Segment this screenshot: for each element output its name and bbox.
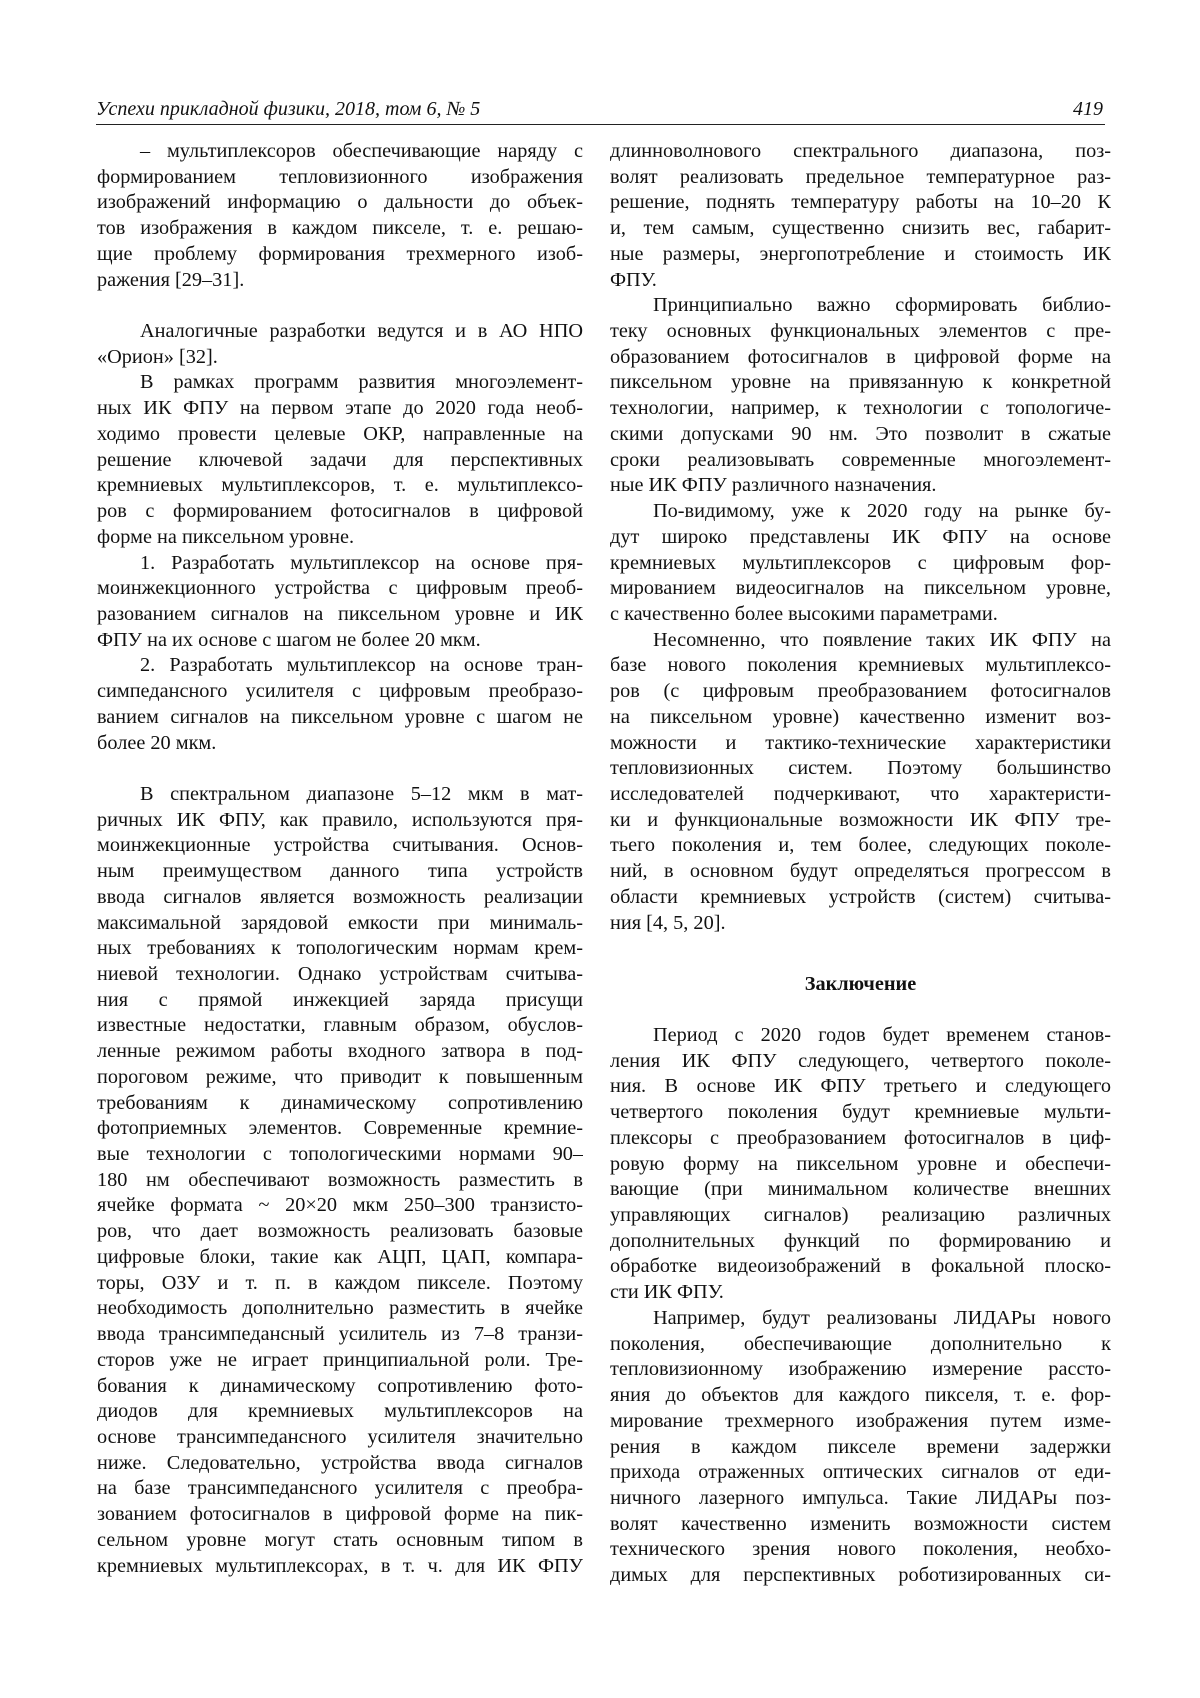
paragraph — [610, 499, 1111, 628]
text-line: моинжекционного устройства с цифровым преоб- — [97, 576, 583, 602]
text-line: ниже. Следовательно, устройства ввода сигналов — [97, 1451, 583, 1477]
text-line: ния с прямой инжекцией заряда присущи — [97, 988, 583, 1014]
text-line: исследователей подчеркивают, что характеристи- — [610, 782, 1111, 808]
text-line: моинжекционные устройства считывания. Основ- — [97, 833, 583, 859]
text-line: Например, будут реализованы ЛИДАРы нового — [610, 1306, 1111, 1332]
text-line: на базе трансимпедансного усилителя с преобра- — [97, 1476, 583, 1502]
text-line: разованием сигналов на пиксельном уровне и ИК — [97, 602, 583, 628]
paragraph — [610, 1023, 1111, 1306]
text-line: ния [4, 5, 20]. — [610, 911, 1111, 937]
text-line: решение ключевой задачи для перспективных — [97, 448, 583, 474]
text-line: мированием видеосигналов на пиксельном уровне, — [610, 576, 1111, 602]
text-line: пороговом режиме, что приводит к повышенным — [97, 1065, 583, 1091]
text-line: технического зрения нового поколения, необхо- — [610, 1537, 1111, 1563]
text-line: кремниевых мультиплексорах, в т. ч. для ИК ФПУ — [97, 1554, 583, 1580]
text-line: 1. Разработать мультиплексор на основе пря- — [97, 551, 583, 577]
text-line: с качественно более высокими параметрами. — [610, 602, 1111, 628]
text-line: ных требованиях к топологическим нормам крем- — [97, 936, 583, 962]
text-line: ленные режимом работы входного затвора в под- — [97, 1039, 583, 1065]
text-line: ражения [29–31]. — [97, 268, 583, 294]
text-line: плексоры с преобразованием фотосигналов в циф- — [610, 1126, 1111, 1152]
text-line: форме на пиксельном уровне. — [97, 525, 583, 551]
text-line: цифровые блоки, такие как АЦП, ЦАП, компара- — [97, 1245, 583, 1271]
text-line: ввода трансимпедансный усилитель из 7–8 транзи- — [97, 1322, 583, 1348]
text-line: сторов уже не играет принципиальной роли. Тре- — [97, 1348, 583, 1374]
text-line: технологии, например, к технологии с топологиче- — [610, 396, 1111, 422]
journal-citation: Успехи прикладной физики, 2018, том 6, № 5 — [96, 96, 480, 122]
text-line: рения в каждом пикселе времени задержки — [610, 1435, 1111, 1461]
text-line: сельном уровне могут стать основным типом в — [97, 1528, 583, 1554]
text-line: ров с формированием фотосигналов в цифровой — [97, 499, 583, 525]
text-line: ниевой технологии. Однако устройствам считыва- — [97, 962, 583, 988]
text-line: Период с 2020 годов будет временем станов- — [610, 1023, 1111, 1049]
text-line: вые технологии с топологическими нормами 90– — [97, 1142, 583, 1168]
text-line: решение, поднять температуру работы на 10–20 К — [610, 190, 1111, 216]
text-line: мирование трехмерного изображения путем изме- — [610, 1409, 1111, 1435]
text-line: тепловизионных систем. Поэтому большинство — [610, 756, 1111, 782]
text-line: ным преимуществом данного типа устройств — [97, 859, 583, 885]
text-line: пиксельном уровне на привязанную к конкретной — [610, 370, 1111, 396]
text-line: известные недостатки, главным образом, обуслов- — [97, 1013, 583, 1039]
page-number: 419 — [1073, 96, 1103, 122]
text-line: ванием сигналов на пиксельном уровне с шагом не — [97, 705, 583, 731]
text-line: яния до объектов для каждого пикселя, т. е. фор- — [610, 1383, 1111, 1409]
text-line: торы, ОЗУ и т. п. в каждом пикселе. Поэтому — [97, 1271, 583, 1297]
text-line: кремниевых мультиплексоров с цифровым фор- — [610, 551, 1111, 577]
text-line: теку основных функциональных элементов с пре- — [610, 319, 1111, 345]
text-line: ных ИК ФПУ на первом этапе до 2020 года необ- — [97, 396, 583, 422]
text-line: В спектральном диапазоне 5–12 мкм в мат- — [97, 782, 583, 808]
text-line: сти ИК ФПУ. — [610, 1280, 1111, 1306]
text-line: ные размеры, энергопотребление и стоимость ИК — [610, 242, 1111, 268]
text-line: Несомненно, что появление таких ИК ФПУ на — [610, 628, 1111, 654]
text-line: на пиксельном уровне) качественно изменит воз- — [610, 705, 1111, 731]
paragraph — [97, 551, 583, 654]
text-line: 2. Разработать мультиплексор на основе тран- — [97, 653, 583, 679]
text-line: ний, в основном будут определяться прогрессом в — [610, 859, 1111, 885]
text-line: ровую форму на пиксельном уровне и обеспечи- — [610, 1152, 1111, 1178]
paragraph — [610, 1306, 1111, 1589]
paragraph-spacer — [610, 936, 1111, 972]
text-line: скими допусками 90 нм. Это позволит в сжатые — [610, 422, 1111, 448]
text-line: сроки реализовывать современные многоэлемент- — [610, 448, 1111, 474]
paragraph — [97, 653, 583, 756]
text-line: димых для перспективных роботизированных си- — [610, 1563, 1111, 1589]
text-line: тов изображения в каждом пикселе, т. е. решаю- — [97, 216, 583, 242]
text-line: длинноволнового спектрального диапазона, поз- — [610, 139, 1111, 165]
text-line: щие проблему формирования трехмерного изоб- — [97, 242, 583, 268]
text-line: волят реализовать предельное температурное раз- — [610, 165, 1111, 191]
text-line: тьего поколения и, тем более, следующих поколе- — [610, 833, 1111, 859]
text-line: ления ИК ФПУ следующего, четвертого поколе- — [610, 1049, 1111, 1075]
text-line: ходимо провести целевые ОКР, направленные на — [97, 422, 583, 448]
text-line: ные ИК ФПУ различного назначения. — [610, 473, 1111, 499]
text-line: кремниевых мультиплексоров, т. е. мультиплексо- — [97, 473, 583, 499]
text-line: зованием фотосигналов в цифровой форме на пик- — [97, 1502, 583, 1528]
text-line: – мультиплексоров обеспечивающие наряду с — [97, 139, 583, 165]
text-line: ров (с цифровым преобразованием фотосигналов — [610, 679, 1111, 705]
text-line: необходимость дополнительно разместить в ячейке — [97, 1296, 583, 1322]
text-line: симпедансного усилителя с цифровым преобразо- — [97, 679, 583, 705]
text-line: дополнительных функций по формированию и — [610, 1229, 1111, 1255]
text-line: диодов для кремниевых мультиплексоров на — [97, 1399, 583, 1425]
text-line: ния. В основе ИК ФПУ третьего и следующего — [610, 1074, 1111, 1100]
text-line: ячейке формата ~ 20×20 мкм 250–300 транзисто- — [97, 1193, 583, 1219]
text-line: обработке видеоизображений в фокальной плоско- — [610, 1254, 1111, 1280]
paragraph-spacer — [97, 293, 583, 319]
paragraph — [97, 319, 583, 370]
text-line: управляющих сигналов) реализацию различных — [610, 1203, 1111, 1229]
text-line: фотоприемных элементов. Современные кремние- — [97, 1116, 583, 1142]
text-line: базе нового поколения кремниевых мультиплексо- — [610, 653, 1111, 679]
right-column — [610, 139, 1111, 1589]
header-rule — [96, 124, 1105, 125]
text-line: поколения, обеспечивающие дополнительно к — [610, 1332, 1111, 1358]
text-line: образованием фотосигналов в цифровой форме на — [610, 345, 1111, 371]
paragraph-spacer — [97, 756, 583, 782]
paragraph — [610, 139, 1111, 293]
text-line: ричных ИК ФПУ, как правило, используются пря- — [97, 808, 583, 834]
paragraph — [97, 370, 583, 550]
text-line: тепловизионному изображению измерение рассто- — [610, 1357, 1111, 1383]
running-head — [96, 96, 1105, 122]
text-line: максимальной зарядовой емкости при минималь- — [97, 911, 583, 937]
text-line: требованиям к динамическому сопротивлению — [97, 1091, 583, 1117]
text-line: формированием тепловизионного изображения — [97, 165, 583, 191]
text-line: Принципиально важно сформировать библио- — [610, 293, 1111, 319]
text-line: ввода сигналов является возможность реализации — [97, 885, 583, 911]
text-line: «Орион» [32]. — [97, 345, 583, 371]
text-line: В рамках программ развития многоэлемент- — [97, 370, 583, 396]
section-heading: Заключение — [610, 972, 1111, 998]
paragraph — [610, 628, 1111, 937]
paragraph — [97, 782, 583, 1579]
text-line: волят качественно изменить возможности систем — [610, 1512, 1111, 1538]
text-line: основе трансимпедансного усилителя значительно — [97, 1425, 583, 1451]
text-line: более 20 мкм. — [97, 731, 583, 757]
text-line: ФПУ на их основе с шагом не более 20 мкм. — [97, 628, 583, 654]
paragraph — [610, 293, 1111, 499]
text-line: можности и тактико-технические характеристики — [610, 731, 1111, 757]
text-line: Аналогичные разработки ведутся и в АО НПО — [97, 319, 583, 345]
text-line: области кремниевых устройств (систем) считыва- — [610, 885, 1111, 911]
left-column — [97, 139, 583, 1579]
paragraph-spacer — [610, 998, 1111, 1023]
text-line: ров, что дает возможность реализовать базовые — [97, 1219, 583, 1245]
paragraph — [97, 139, 583, 293]
text-line: четвертого поколения будут кремниевые мульти- — [610, 1100, 1111, 1126]
text-line: ФПУ. — [610, 268, 1111, 294]
text-line: изображений информацию о дальности до объек- — [97, 190, 583, 216]
text-line: бования к динамическому сопротивлению фото- — [97, 1374, 583, 1400]
text-line: ки и функциональные возможности ИК ФПУ тре- — [610, 808, 1111, 834]
text-line: и, тем самым, существенно снизить вес, габарит- — [610, 216, 1111, 242]
text-line: дут широко представлены ИК ФПУ на основе — [610, 525, 1111, 551]
text-line: По-видимому, уже к 2020 году на рынке бу- — [610, 499, 1111, 525]
text-line: 180 нм обеспечивают возможность разместить в — [97, 1168, 583, 1194]
text-line: прихода отраженных оптических сигналов от еди- — [610, 1460, 1111, 1486]
text-line: ничного лазерного импульса. Такие ЛИДАРы поз- — [610, 1486, 1111, 1512]
text-line: вающие (при минимальном количестве внешних — [610, 1177, 1111, 1203]
